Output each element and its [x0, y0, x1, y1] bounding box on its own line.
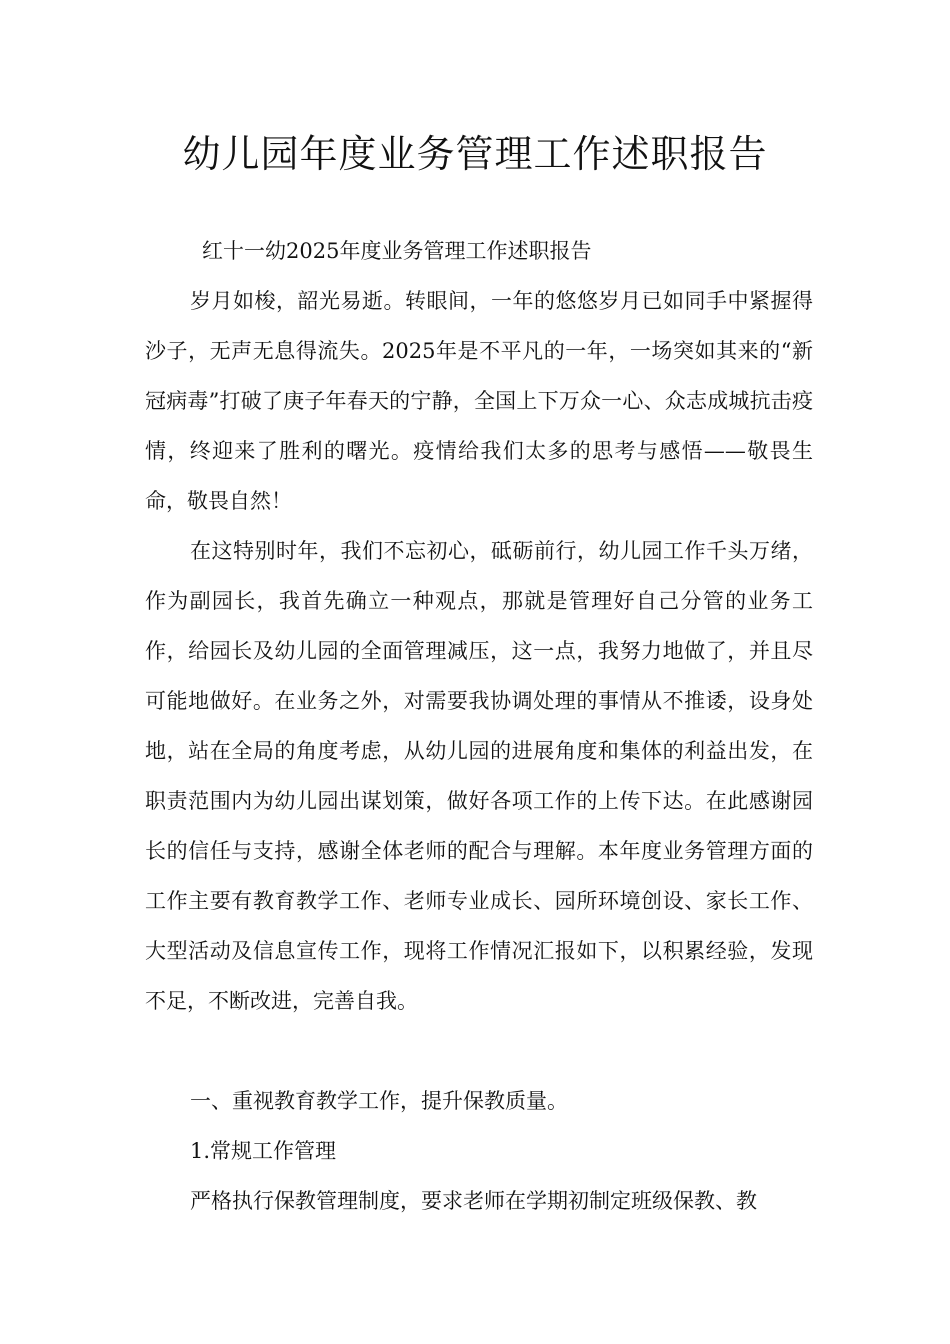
paragraph-intro: 岁月如梭，韶光易逝。转眼间，一年的悠悠岁月已如同手中紧握得沙子，无声无息得流失。2025年是不平凡的一年，一场突如其来的“新冠病毒”打破了庚子年春天的宁静，全国上下万众一心、众志成城抗击疫情，终迎来了胜利的曙光。疫情给我们太多的思考与感悟——敬畏生命，敬畏自然！ — [145, 289, 813, 513]
subsection-heading: 1.常规工作管理 — [190, 1139, 337, 1163]
paragraph-routine-management: 严格执行保教管理制度，要求老师在学期初制定班级保教、教 — [190, 1189, 757, 1213]
document-body — [145, 226, 813, 1226]
document-title: 幼儿园年度业务管理工作述职报告 — [182, 132, 768, 176]
report-subtitle: 红十一幼2025年度业务管理工作述职报告 — [202, 239, 592, 263]
section-heading: 一、重视教育教学工作，提升保教质量。 — [190, 1089, 568, 1113]
paragraph-overview: 在这特别时年，我们不忘初心，砥砺前行，幼儿园工作千头万绪，作为副园长，我首先确立一种观点，那就是管理好自己分管的业务工作，给园长及幼儿园的全面管理减压，这一点，我努力地做了，并且尽可能地做好。在业务之外，对需要我协调处理的事情从不推诿，设身处地，站在全局的角度考虑，从幼儿园的进展角度和集体的利益出发，在职责范围内为幼儿园出谋划策，做好各项工作的上传下达。在此感谢园长的信任与支持，感谢全体老师的配合与理解。本年度业务管理方面的工作主要有教育教学工作、老师专业成长、园所环境创设、家长工作、大型活动及信息宣传工作，现将工作情况汇报如下，以积累经验，发现不足，不断改进，完善自我。 — [145, 539, 813, 1013]
